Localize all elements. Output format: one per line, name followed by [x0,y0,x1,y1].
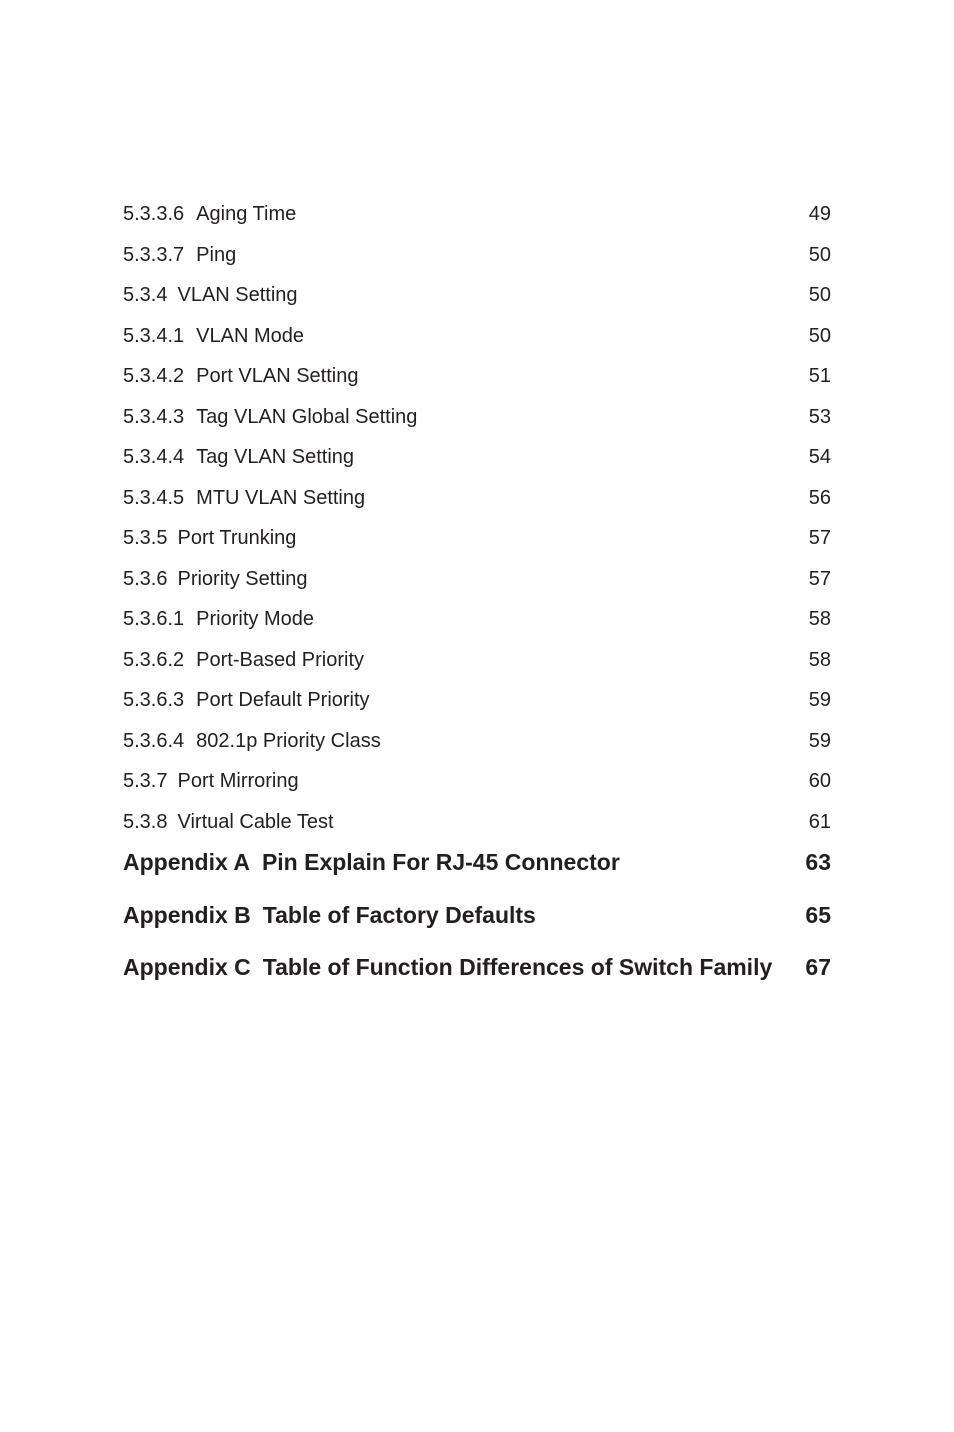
toc-entry-number: 5.3.4.4 [123,446,185,468]
toc-entry-title: VLAN Mode [196,324,305,347]
toc-entry[interactable] [123,602,831,643]
toc-appendix-page: 65 [805,901,831,928]
toc-entry-title: Priority Setting [177,567,308,590]
toc-entry-title: Priority Mode [196,608,314,630]
toc-entry-number: 5.3.6.2 [123,648,185,671]
toc-entry-number: 5.3.3.7 [123,243,185,266]
toc-appendix-label: Appendix B [123,901,251,928]
toc-entry-page: 61 [808,810,831,833]
toc-entry-page: 50 [808,243,831,266]
toc-entry-number: 5.3.4.1 [123,324,185,347]
toc-entry-page: 60 [808,770,831,792]
toc-entry[interactable] [123,683,831,724]
toc-entry-page: 50 [808,324,831,347]
toc-appendix-entry[interactable] [123,845,831,898]
toc-entry-number: 5.3.6.4 [123,729,185,752]
toc-entry-title: Port Trunking [177,527,297,549]
toc-entry-title: Aging Time [196,203,297,225]
toc-appendix-entry[interactable] [123,898,831,951]
toc-entry-title: Port-Based Priority [196,648,365,671]
toc-entry-page: 53 [808,405,831,428]
toc-entry-page: 49 [808,203,831,225]
toc-entry-title: Tag VLAN Global Setting [196,405,418,428]
toc-entry-page: 58 [808,648,831,671]
toc-entry-title: Ping [196,243,237,266]
toc-appendix-entry[interactable] [123,950,831,1003]
toc-entry-number: 5.3.6 [123,567,168,590]
toc-entry-page: 54 [808,446,831,468]
toc-entry-page: 59 [808,729,831,752]
toc-entry-page: 58 [808,608,831,630]
toc-appendix-label: Appendix A [123,849,250,875]
toc-entry-title: VLAN Setting [177,284,298,306]
toc-entry-title: Port Default Priority [196,689,370,711]
toc-entry[interactable] [123,278,831,319]
toc-appendix-title: Table of Function Differences of Switch Family [262,954,773,980]
toc-entry-title: Virtual Cable Test [177,810,334,833]
toc-entry[interactable] [123,481,831,522]
toc-entry[interactable] [123,643,831,684]
toc-entry-number: 5.3.7 [123,770,168,792]
toc-entry-page: 51 [808,365,831,387]
toc-entry[interactable] [123,440,831,481]
toc-entry-title: MTU VLAN Setting [196,486,366,509]
toc-entry-number: 5.3.4.5 [123,486,185,509]
toc-entry-number: 5.3.3.6 [123,203,185,225]
toc-entry-number: 5.3.5 [123,527,168,549]
toc-entry-number: 5.3.4.2 [123,365,185,387]
toc-entry-number: 5.3.6.1 [123,608,185,630]
toc-appendix-title: Pin Explain For RJ-45 Connector [261,849,620,875]
toc-entry[interactable] [123,359,831,400]
toc-entry[interactable] [123,724,831,765]
toc-entry[interactable] [123,562,831,603]
toc-entry-number: 5.3.8 [123,810,168,833]
toc-entry[interactable] [123,400,831,441]
toc-entry-title: Tag VLAN Setting [196,446,355,468]
toc-entry-title: 802.1p Priority Class [196,729,381,752]
toc-entry-page: 57 [808,527,831,549]
toc-entry-number: 5.3.4 [123,284,168,306]
toc-entry[interactable] [123,521,831,562]
toc-entry-page: 57 [808,567,831,590]
toc-entry[interactable] [123,238,831,279]
toc-entry-number: 5.3.6.3 [123,689,185,711]
toc-appendix-page: 67 [805,954,831,980]
toc-entry-page: 50 [808,284,831,306]
toc-entry-page: 59 [808,689,831,711]
toc-entry[interactable] [123,805,831,846]
toc-entry[interactable] [123,764,831,805]
toc-entry-page: 56 [808,486,831,509]
toc-appendix-title: Table of Factory Defaults [262,901,536,928]
toc-entry-number: 5.3.4.3 [123,405,185,428]
toc-entry-title: Port VLAN Setting [196,365,359,387]
toc-entry[interactable] [123,197,831,238]
toc-entry[interactable] [123,319,831,360]
table-of-contents [123,197,831,1003]
toc-appendix-label: Appendix C [123,954,251,980]
toc-appendix-page: 63 [805,849,831,875]
toc-entry-title: Port Mirroring [177,770,299,792]
